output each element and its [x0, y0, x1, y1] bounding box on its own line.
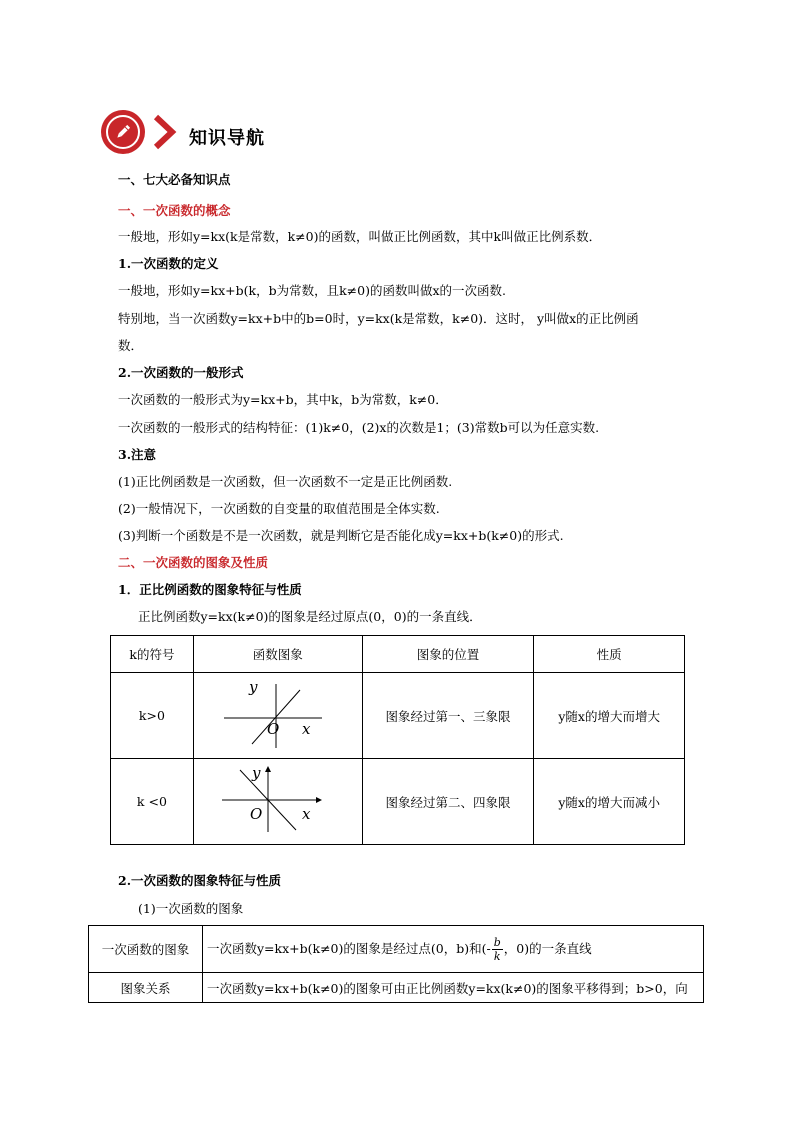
- graph-negative-slope-icon: [218, 762, 338, 838]
- linear-function-table: [88, 925, 704, 1003]
- graph-text-part: 一次函数y=kx+b(k≠0)的图象是经过点(0，b)和(-: [207, 940, 491, 956]
- subheading-linear-graph: 2.一次函数的图象特征与性质: [118, 873, 282, 888]
- header-property: 性质: [534, 636, 685, 673]
- paragraph: 数．: [118, 338, 144, 353]
- graph-negative: [193, 759, 362, 845]
- axis-y-label: y: [251, 764, 261, 782]
- property-positive: y随x的增大而增大: [534, 673, 685, 759]
- graph-text-part: ，0)的一条直线: [503, 940, 592, 956]
- sign-negative: k <0: [111, 759, 194, 845]
- sign-positive: k>0: [111, 673, 194, 759]
- paragraph: (2)一般情况下，一次函数的自变量的取值范围是全体实数.: [118, 501, 440, 516]
- axis-origin-label: O: [249, 805, 263, 823]
- paragraph: 一次函数的一般形式为y=kx+b，其中k，b为常数，k≠0．: [118, 392, 448, 407]
- paragraph: 特别地，当一次函数y=kx+b中的b=0时，y=kx(k是常数，k≠0)．这时， y叫做x的正比例函: [118, 311, 639, 326]
- position-negative: 图象经过第二、四象限: [362, 759, 534, 845]
- row-text-relation: 一次函数y=kx+b(k≠0)的图象可由正比例函数y=kx(k≠0)的图象平移得到；b>0，向: [203, 973, 704, 1003]
- subheading-proportional: 1．正比例函数的图象特征与性质: [118, 582, 302, 597]
- position-positive: 图象经过第一、三象限: [362, 673, 534, 759]
- paragraph: 一般地，形如y=kx(k是常数，k≠0)的函数，叫做正比例函数，其中k叫做正比例系数．: [118, 229, 602, 244]
- heading-concept: 一、一次函数的概念: [118, 203, 231, 218]
- heading-graph-properties: 二、一次函数的图象及性质: [118, 555, 269, 570]
- section-title: 知识导航: [189, 128, 265, 149]
- row-text-graph: [203, 926, 704, 973]
- axis-y-label: y: [248, 678, 258, 696]
- header-graph: 函数图象: [193, 636, 362, 673]
- heading-knowledge-points: 一、七大必备知识点: [118, 172, 231, 187]
- header-position: 图象的位置: [362, 636, 534, 673]
- paragraph: (1)正比例函数是一次函数，但一次函数不一定是正比例函数.: [118, 474, 453, 489]
- paragraph: 正比例函数y=kx(k≠0)的图象是经过原点(0，0)的一条直线．: [138, 609, 482, 624]
- axis-x-label: x: [301, 720, 311, 738]
- graph-positive: [193, 673, 362, 759]
- fraction: [492, 936, 503, 963]
- paragraph: 一次函数的一般形式的结构特征：(1)k≠0，(2)x的次数是1；(3)常数b可以为任意实数.: [118, 420, 600, 435]
- subheading-definition: 1.一次函数的定义: [118, 256, 219, 271]
- property-negative: y随x的增大而减小: [534, 759, 685, 845]
- header-sign: k的符号: [111, 636, 194, 673]
- paragraph: (3)判断一个函数是不是一次函数，就是判断它是否能化成y=kx+b(k≠0)的形式.: [118, 528, 564, 543]
- chevron-right-icon: [152, 114, 178, 150]
- pencil-logo-icon: [101, 110, 145, 154]
- subheading-general-form: 2.一次函数的一般形式: [118, 365, 244, 380]
- row-label-relation: 图象关系: [89, 973, 203, 1003]
- fraction-numerator: b: [493, 935, 501, 949]
- row-label-graph: 一次函数的图象: [89, 926, 203, 973]
- axis-x-label: x: [301, 805, 311, 823]
- proportional-function-table: [110, 635, 685, 845]
- graph-positive-slope-icon: [218, 676, 338, 752]
- paragraph: (1)一次函数的图象: [138, 901, 244, 916]
- subheading-notes: 3.注意: [118, 447, 157, 462]
- axis-origin-label: O: [266, 720, 280, 738]
- paragraph: 一般地，形如y=kx+b(k，b为常数，且k≠0)的函数叫做x的一次函数.: [118, 283, 506, 298]
- fraction-denominator: k: [493, 949, 501, 963]
